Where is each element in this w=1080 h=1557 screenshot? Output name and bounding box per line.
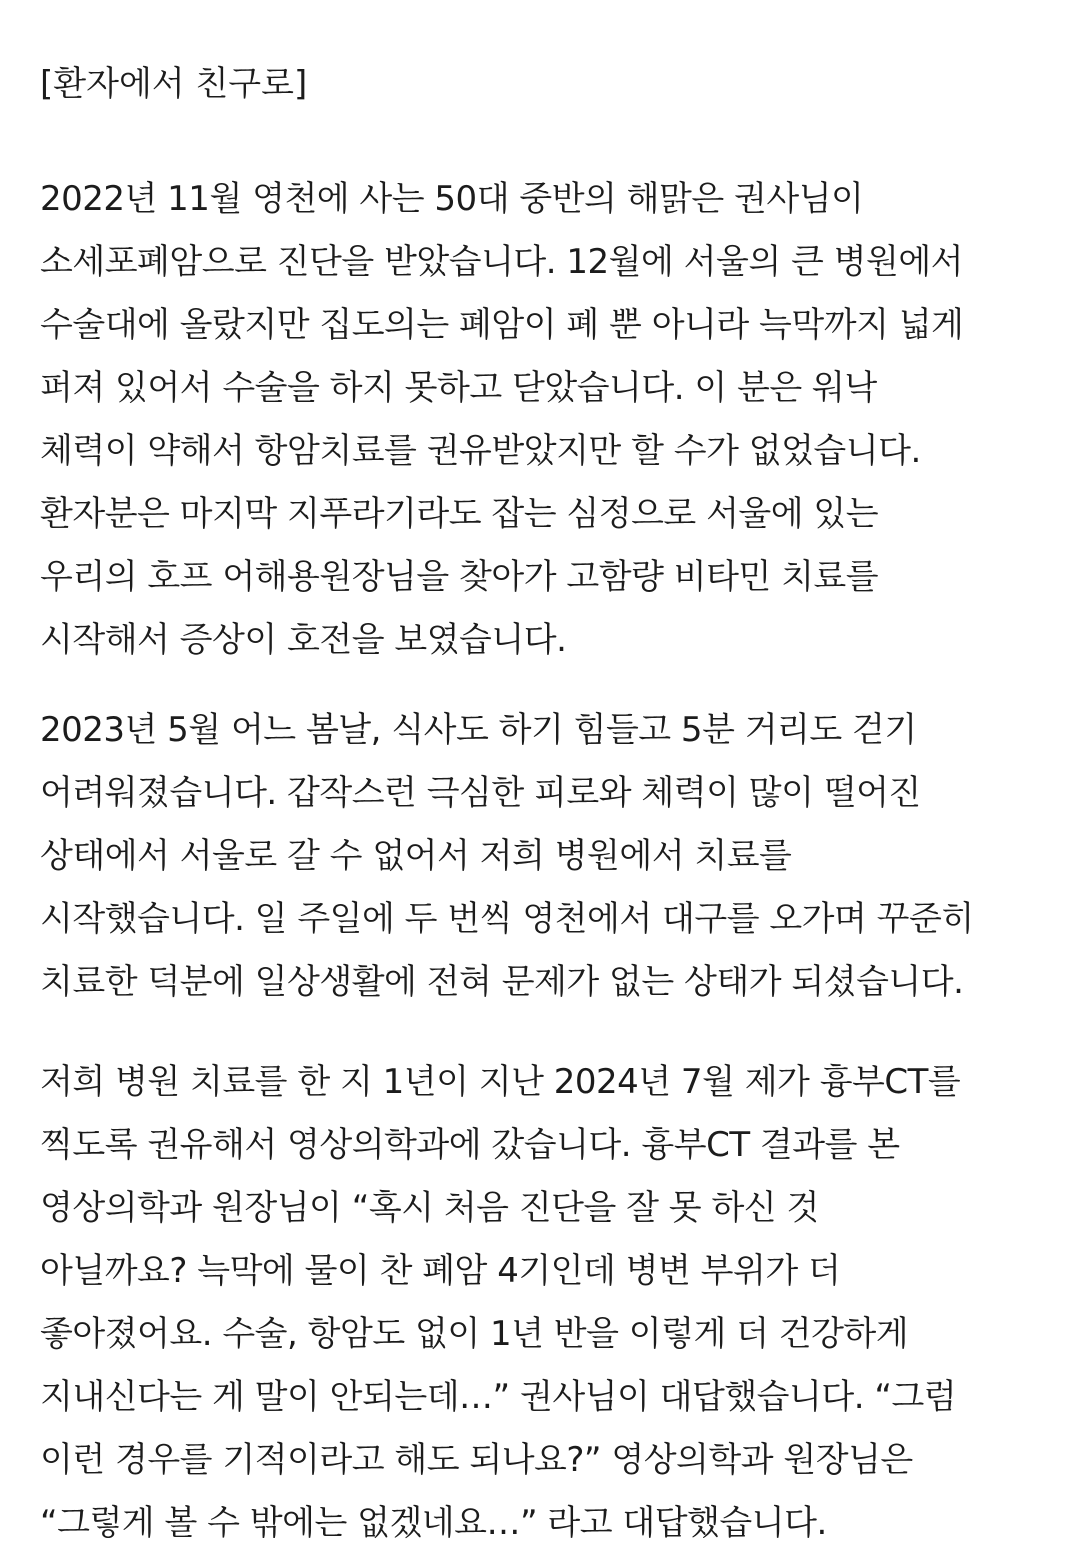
text-line: 2023년 5월 어느 봄날, 식사도 하기 힘들고 5분 거리도 걷기 [40,710,917,750]
text-line: 아닐까요? 늑막에 물이 찬 폐암 4기인데 병변 부위가 더 [40,1251,841,1291]
text-line: 치료한 덕분에 일상생활에 전혀 문제가 없는 상태가 되셨습니다. [40,962,964,1002]
text-line: 찍도록 권유해서 영상의학과에 갔습니다. 흉부CT 결과를 본 [40,1125,900,1165]
text-line: 시작했습니다. 일 주일에 두 번씩 영천에서 대구를 오가며 꾸준히 [40,899,974,939]
text-line: 어려워졌습니다. 갑작스런 극심한 피로와 체력이 많이 떨어진 [40,773,921,813]
text-line: 저희 병원 치료를 한 지 1년이 지난 2024년 7월 제가 흉부CT를 [40,1062,961,1102]
text-line: 환자분은 마지막 지푸라기라도 잡는 심정으로 서울에 있는 [40,494,879,534]
text-line: 이런 경우를 기적이라고 해도 되나요?” 영상의학과 원장님은 [40,1440,913,1480]
text-line: 2022년 11월 영천에 사는 50대 중반의 해맑은 권사님이 [40,179,864,219]
document-title: [환자에서 친구로] [40,64,308,104]
text-line: 상태에서 서울로 갈 수 없어서 저희 병원에서 치료를 [40,836,792,876]
paragraph-treatment-start [40,699,974,1014]
text-line: 우리의 호프 어해용원장님을 찾아가 고함량 비타민 치료를 [40,557,879,597]
text-line: 소세포폐암으로 진단을 받았습니다. 12월에 서울의 큰 병원에서 [40,242,964,282]
paragraph-patient-diagnosis [40,168,963,672]
text-line: 체력이 약해서 항암치료를 권유받았지만 할 수가 없었습니다. [40,431,921,471]
text-line: 영상의학과 원장님이 “혹시 처음 진단을 잘 못 하신 것 [40,1188,819,1228]
text-line: 수술대에 올랐지만 집도의는 폐암이 폐 뿐 아니라 늑막까지 넓게 [40,305,964,345]
text-line: 시작해서 증상이 호전을 보였습니다. [40,620,567,660]
text-line: 퍼져 있어서 수술을 하지 못하고 닫았습니다. 이 분은 워낙 [40,368,877,408]
text-line: 지내신다는 게 말이 안되는데…” 권사님이 대답했습니다. “그럼 [40,1377,957,1417]
text-line: 좋아졌어요. 수술, 항암도 없이 1년 반을 이렇게 더 건강하게 [40,1314,909,1354]
paragraph-ct-result [40,1051,960,1555]
text-line: “그렇게 볼 수 밖에는 없겠네요…” 라고 대답했습니다. [40,1503,827,1543]
